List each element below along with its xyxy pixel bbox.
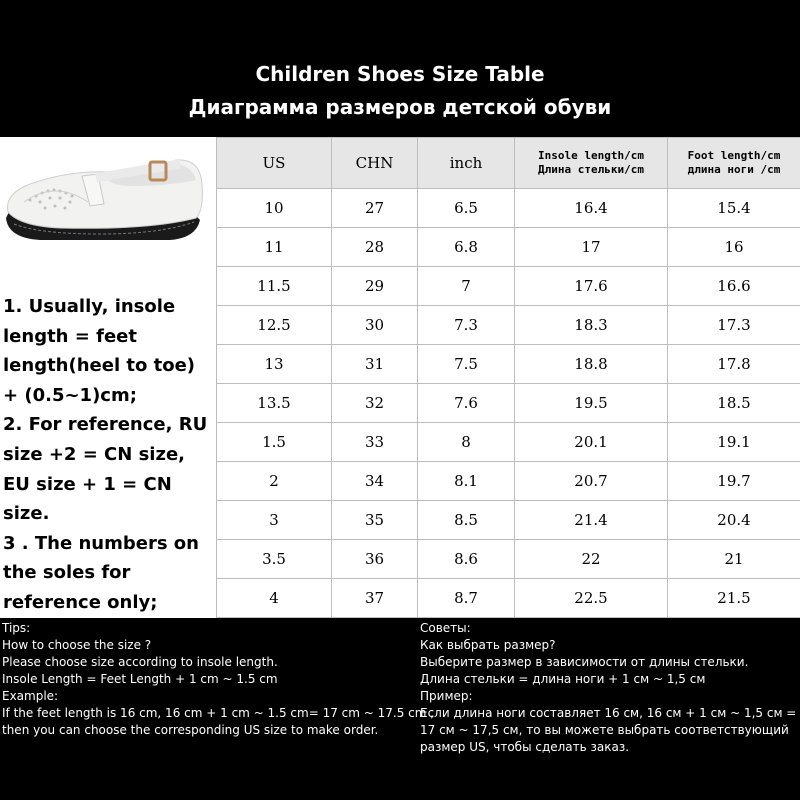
table-row (217, 189, 800, 228)
tip-line: Tips: (2, 621, 31, 635)
header-foot-length: Foot length/cm длина ноги /cm (668, 138, 800, 189)
table-row (217, 462, 800, 501)
table-row (217, 306, 800, 345)
table-cell: 17.3 (668, 306, 800, 345)
table-cell: 19.1 (668, 423, 800, 462)
table-cell: 17 (515, 228, 668, 267)
table-cell: 19.5 (515, 384, 668, 423)
table-row (217, 384, 800, 423)
table-cell: 12.5 (217, 306, 332, 345)
table-cell: 36 (332, 540, 418, 579)
table-cell: 11 (217, 228, 332, 267)
header-chn: CHN (332, 138, 418, 189)
table-cell: 21.5 (668, 579, 800, 618)
table-cell: 28 (332, 228, 418, 267)
table-header-row (217, 138, 800, 189)
table-cell: 7.5 (418, 345, 515, 384)
tip-line: Пример: (420, 689, 473, 703)
table-cell: 10 (217, 189, 332, 228)
table-row (217, 540, 800, 579)
table-cell: 7.3 (418, 306, 515, 345)
table-cell: 33 (332, 423, 418, 462)
size-table (216, 137, 800, 618)
table-cell: 17.6 (515, 267, 668, 306)
table-cell: 18.5 (668, 384, 800, 423)
table-cell: 11.5 (217, 267, 332, 306)
note-item: 2. For reference, RU size +2 = CN size, EU size + 1 = CN size. (3, 414, 208, 525)
table-cell: 15.4 (668, 189, 800, 228)
table-cell: 22.5 (515, 579, 668, 618)
table-cell: 8.6 (418, 540, 515, 579)
tip-line: then you can choose the corresponding US size to make order. (2, 723, 379, 737)
table-cell: 8.1 (418, 462, 515, 501)
table-cell: 35 (332, 501, 418, 540)
table-cell: 8 (418, 423, 515, 462)
title-russian: Диаграмма размеров детской обуви (188, 95, 612, 119)
table-cell: 21.4 (515, 501, 668, 540)
table-cell: 8.5 (418, 501, 515, 540)
tip-line: Советы: (420, 621, 471, 635)
note-item: 3 . The numbers on the soles for reference only; (3, 532, 199, 613)
tip-line: Как выбрать размер? (420, 638, 556, 652)
table-cell: 32 (332, 384, 418, 423)
table-cell: 8.7 (418, 579, 515, 618)
table-cell: 37 (332, 579, 418, 618)
table-row (217, 423, 800, 462)
tip-line: Please choose size according to insole length. (2, 655, 278, 669)
table-row (217, 579, 800, 618)
note-item: 1. Usually, insole length = feet length(heel to toe) + (0.5~1)cm; (3, 296, 196, 406)
table-cell: 19.7 (668, 462, 800, 501)
table-row (217, 501, 800, 540)
tip-line: Example: (2, 689, 59, 703)
table-cell: 22 (515, 540, 668, 579)
table-cell: 13.5 (217, 384, 332, 423)
tips-english (2, 620, 435, 739)
table-cell: 18.8 (515, 345, 668, 384)
tip-line: Insole Length = Feet Length + 1 cm ~ 1.5 cm (2, 672, 278, 686)
table-cell: 30 (332, 306, 418, 345)
table-cell: 1.5 (217, 423, 332, 462)
table-cell: 18.3 (515, 306, 668, 345)
table-cell: 27 (332, 189, 418, 228)
table-cell: 2 (217, 462, 332, 501)
table-cell: 6.8 (418, 228, 515, 267)
table-cell: 16.6 (668, 267, 800, 306)
tip-line: How to choose the size ? (2, 638, 152, 652)
table-cell: 34 (332, 462, 418, 501)
tip-line: Выберите размер в зависимости от длины стельки. (420, 655, 749, 669)
header-us: US (217, 138, 332, 189)
table-cell: 20.1 (515, 423, 668, 462)
table-cell: 3 (217, 501, 332, 540)
table-cell: 4 (217, 579, 332, 618)
table-cell: 7.6 (418, 384, 515, 423)
tips-russian (420, 620, 798, 756)
table-cell: 20.4 (668, 501, 800, 540)
tip-line: Если длина ноги составляет 16 см, 16 см + 1 см ~ 1,5 см = 17 см ~ 17,5 см, то вы можете выбрать соответствующий размер US, чтобы сделать заказ. (420, 706, 797, 754)
table-row (217, 267, 800, 306)
table-row (217, 228, 800, 267)
tip-line: Длина стельки = длина ноги + 1 см ~ 1,5 см (420, 672, 706, 686)
table-cell: 16.4 (515, 189, 668, 228)
table-cell: 20.7 (515, 462, 668, 501)
header-insole-length: Insole length/cm Длина стельки/cm (515, 138, 668, 189)
shoe-icon (0, 140, 214, 252)
table-cell: 3.5 (217, 540, 332, 579)
table-cell: 17.8 (668, 345, 800, 384)
table-cell: 16 (668, 228, 800, 267)
table-cell: 7 (418, 267, 515, 306)
tip-line: If the feet length is 16 cm, 16 cm + 1 cm ~ 1.5 cm= 17 cm ~ 17.5 cm , (2, 706, 435, 720)
table-cell: 13 (217, 345, 332, 384)
table-cell: 29 (332, 267, 418, 306)
table-cell: 31 (332, 345, 418, 384)
header-inch: inch (418, 138, 515, 189)
size-notes (3, 292, 215, 618)
table-cell: 6.5 (418, 189, 515, 228)
table-row (217, 345, 800, 384)
table-cell: 21 (668, 540, 800, 579)
title-english: Children Shoes Size Table (255, 62, 545, 86)
